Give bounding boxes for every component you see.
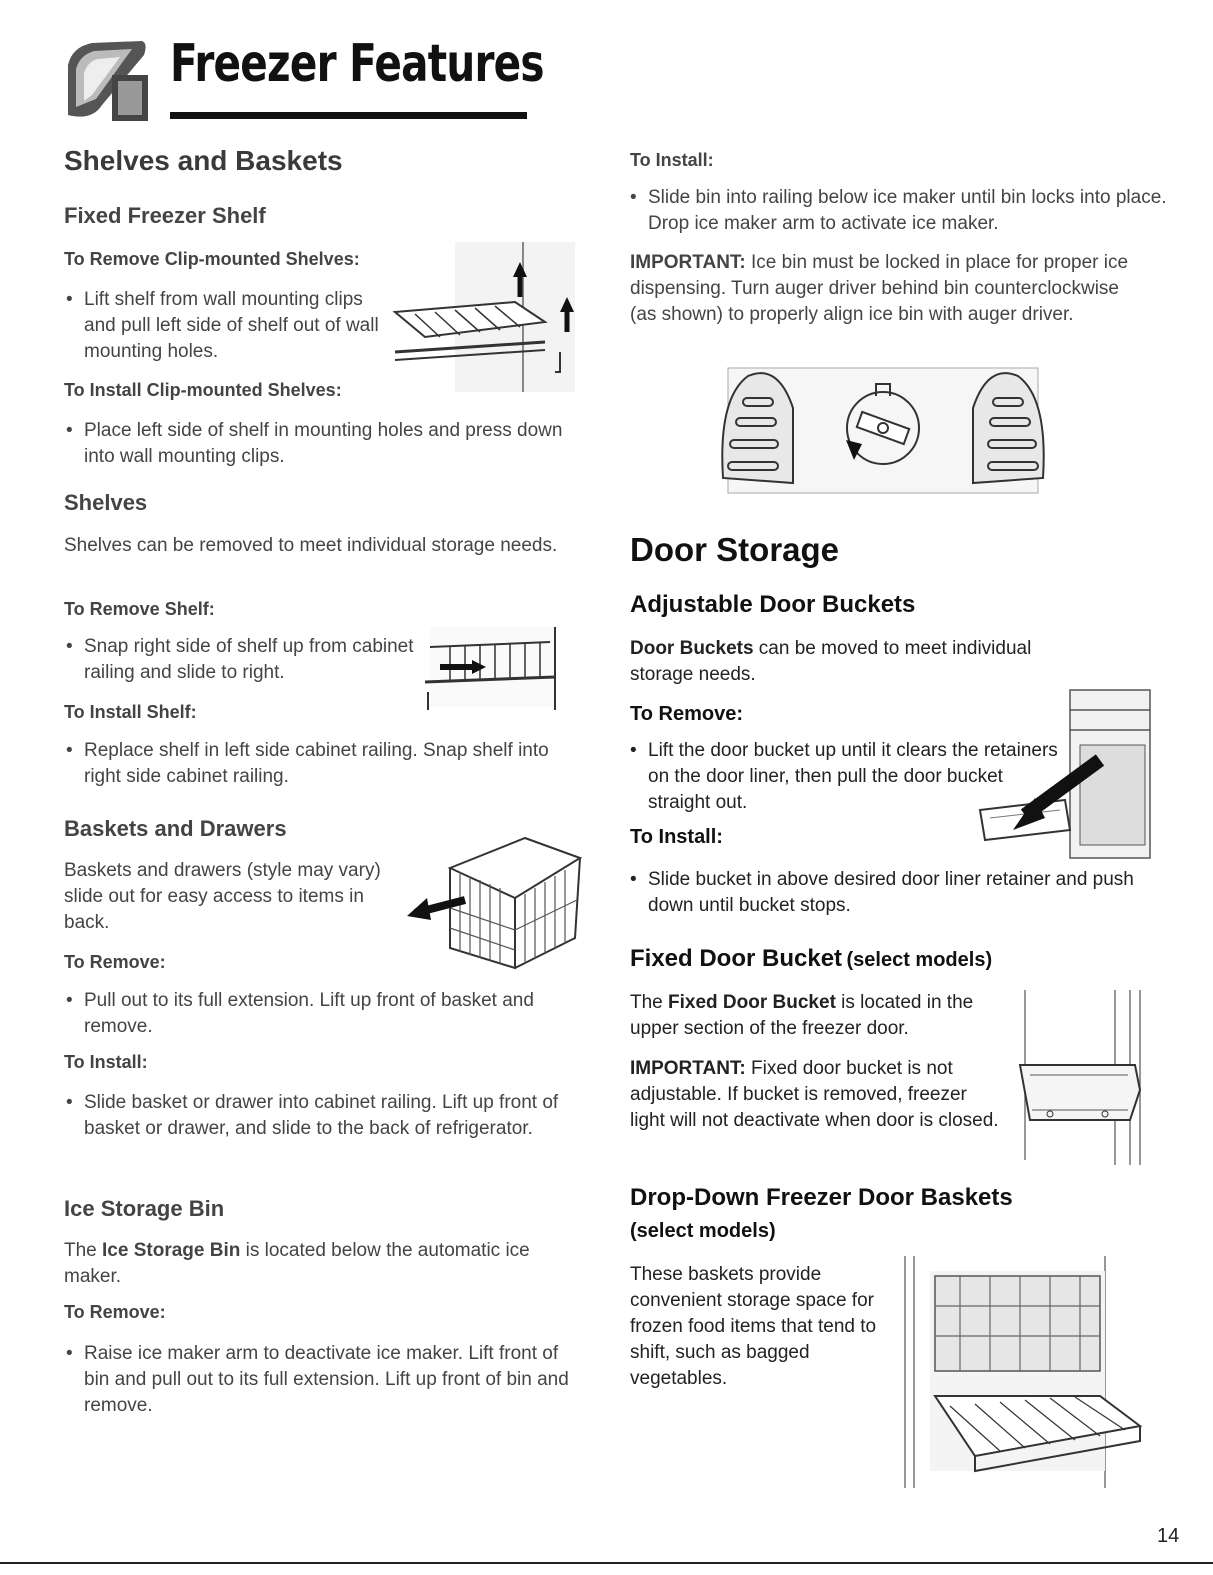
- fixed-bucket-heading-note: (select models): [846, 949, 993, 971]
- label-remove-shelf: To Remove Shelf:: [64, 599, 215, 619]
- basket-illustration: [405, 828, 585, 974]
- text-install-shelf: • Replace shelf in left side cabinet railing. Snap shelf into right side cabinet railing.: [66, 738, 584, 790]
- text-remove-ice-bin: • Raise ice maker arm to deactivate ice maker. Lift front of bin and pull out to its full extension. Lift up front of bin and remove.: [66, 1341, 584, 1419]
- section-heading-shelves-baskets: Shelves and Baskets: [64, 145, 343, 176]
- important-label-ice: IMPORTANT:: [630, 252, 746, 273]
- title-underline: [170, 112, 527, 119]
- shelf-illustration: [420, 622, 565, 710]
- page-title: Freezer Features: [170, 34, 544, 94]
- text-fixed-bucket-intro-post: is located in the upper section of the freezer door.: [630, 992, 974, 1039]
- dropdown-basket-illustration: [900, 1256, 1145, 1488]
- label-install-shelf: To Install Shelf:: [64, 702, 197, 722]
- text-remove-shelf: • Snap right side of shelf up from cabinet railing and slide to right.: [66, 634, 414, 686]
- text-fixed-bucket-intro-pre: The: [630, 992, 669, 1013]
- text-ice-bin-intro-post: is located below the automatic ice maker.: [64, 1240, 530, 1287]
- dropdown-heading-note: (select models): [630, 1220, 776, 1242]
- text-adjustable-intro-bold: Door Buckets: [630, 638, 754, 659]
- subheading-dropdown-baskets: Drop-Down Freezer Door Baskets: [630, 1184, 1013, 1211]
- label-remove-clip-shelves: To Remove Clip-mounted Shelves:: [64, 249, 360, 269]
- fixed-bucket-illustration: [1010, 990, 1155, 1165]
- text-remove-basket: • Pull out to its full extension. Lift up front of basket and remove.: [66, 988, 584, 1040]
- important-label-fixed: IMPORTANT:: [630, 1058, 746, 1079]
- label-install-basket: To Install:: [64, 1052, 148, 1072]
- important-text-fixed: Fixed door bucket is not adjustable. If bucket is removed, freezer light will not deactivate when door is closed.: [630, 1058, 999, 1131]
- text-ice-bin-intro-bold: Ice Storage Bin: [102, 1240, 241, 1261]
- text-fixed-bucket-important: [630, 1056, 1005, 1134]
- label-remove-basket: To Remove:: [64, 952, 166, 972]
- text-ice-bin-intro-pre: The: [64, 1240, 103, 1261]
- label-install-ice-bin: To Install:: [630, 150, 714, 170]
- subheading-fixed-freezer-shelf: Fixed Freezer Shelf: [64, 203, 266, 228]
- important-text-ice: Ice bin must be locked in place for proper ice dispensing. Turn auger driver behind bin counterclockwise (as shown) to properly align ice bin with auger driver.: [630, 252, 1129, 325]
- label-install-clip-shelves: To Install Clip-mounted Shelves:: [64, 380, 342, 400]
- header-logo-icon: [62, 35, 154, 127]
- bottom-rule: [0, 1562, 1213, 1564]
- section-heading-door-storage: Door Storage: [630, 531, 840, 568]
- subheading-baskets-drawers: Baskets and Drawers: [64, 816, 287, 841]
- text-adjustable-intro-post: can be moved to meet individual storage needs.: [630, 638, 1032, 685]
- page-number: 14: [1157, 1525, 1180, 1547]
- text-fixed-bucket-intro-bold: Fixed Door Bucket: [668, 992, 836, 1013]
- text-ice-bin-intro: [64, 1238, 564, 1290]
- text-install-bucket: • Slide bucket in above desired door liner retainer and push down until bucket stops.: [630, 867, 1168, 919]
- text-dropdown-baskets: These baskets provide convenient storage space for frozen food items that tend to shift, such as bagged vegetables.: [630, 1264, 877, 1389]
- clip-shelf-illustration: [395, 242, 577, 402]
- subheading-shelves: Shelves: [64, 490, 148, 515]
- subheading-adjustable-door-buckets: Adjustable Door Buckets: [630, 591, 916, 618]
- text-fixed-bucket-intro: [630, 990, 1000, 1042]
- text-shelves-intro: Shelves can be removed to meet individual storage needs.: [64, 535, 558, 556]
- text-ice-bin-important: [630, 250, 1130, 328]
- subheading-ice-storage-bin: Ice Storage Bin: [64, 1196, 225, 1221]
- subheading-fixed-door-bucket: [630, 945, 992, 973]
- text-install-ice-bin: • Slide bin into railing below ice maker until bin locks into place. Drop ice maker arm to activate ice maker.: [630, 185, 1168, 237]
- auger-driver-illustration: [718, 368, 1048, 496]
- door-bucket-illustration: [975, 690, 1155, 858]
- text-install-basket: • Slide basket or drawer into cabinet railing. Lift up front of basket or drawer, and slide to the back of refrigerator.: [66, 1090, 584, 1142]
- text-adjustable-intro: [630, 636, 1090, 688]
- label-install-bucket: To Install:: [630, 826, 723, 848]
- text-remove-bucket: • Lift the door bucket up until it clears the retainers on the door liner, then pull the door bucket straight out.: [630, 738, 1058, 816]
- label-remove-bucket: To Remove:: [630, 703, 743, 725]
- fixed-bucket-heading: Fixed Door Bucket: [630, 945, 843, 972]
- text-install-clip-shelves: • Place left side of shelf in mounting holes and press down into wall mounting clips.: [66, 418, 584, 470]
- text-baskets-intro: Baskets and drawers (style may vary) slide out for easy access to items in back.: [64, 860, 381, 933]
- text-remove-clip-shelves: • Lift shelf from wall mounting clips and pull left side of shelf out of wall mounting holes.: [66, 287, 396, 365]
- label-remove-ice-bin: To Remove:: [64, 1302, 166, 1322]
